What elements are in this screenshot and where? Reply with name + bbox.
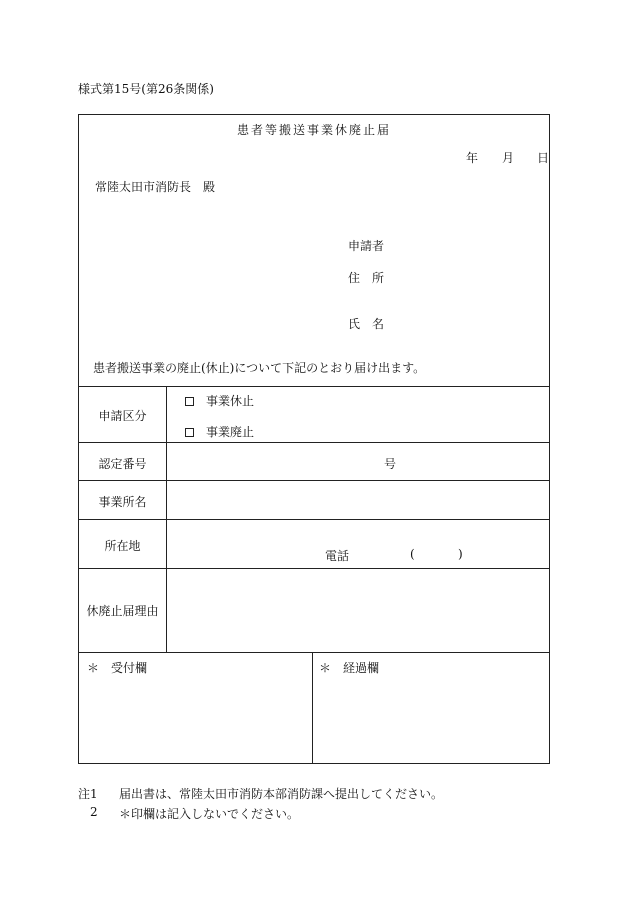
reception-label: ＊ 受付欄 <box>87 661 148 675</box>
reason-label: 休廃止届理由 <box>86 604 159 618</box>
progress-label: ＊ 経過欄 <box>319 661 380 675</box>
option-abolish[interactable] <box>185 423 254 440</box>
note-2-number: 2 <box>90 805 98 819</box>
location-label: 所在地 <box>104 539 141 553</box>
date-day: 日 <box>537 151 550 165</box>
phone-paren-close: ) <box>458 547 463 561</box>
form-box <box>78 114 550 764</box>
column-divider <box>312 652 313 763</box>
business-name-label: 事業所名 <box>98 495 147 509</box>
row-divider <box>79 568 549 569</box>
date-month: 月 <box>502 151 515 165</box>
row-divider <box>79 480 549 481</box>
row-divider <box>79 519 549 520</box>
statement: 患者搬送事業の廃止(休止)について下記のとおり届け出ます。 <box>93 361 426 375</box>
addressee: 常陸太田市消防長 殿 <box>95 180 216 194</box>
phone-label: 電話 <box>325 549 350 563</box>
certification-number-label: 認定番号 <box>98 457 147 471</box>
application-type-label: 申請区分 <box>98 409 147 423</box>
date-year: 年 <box>466 151 479 165</box>
option-abolish-label: 事業廃止 <box>206 425 255 439</box>
checkbox-suspend[interactable] <box>185 397 194 406</box>
row-divider <box>79 652 549 653</box>
note-1-text: 届出書は、常陸太田市消防本部消防課へ提出してください。 <box>119 787 444 801</box>
name-label: 氏 名 <box>348 317 385 331</box>
phone-paren-open: ( <box>410 547 415 561</box>
checkbox-abolish[interactable] <box>185 428 194 437</box>
note-1-number: 注1 <box>78 787 98 801</box>
row-divider <box>79 386 549 387</box>
option-suspend-label: 事業休止 <box>206 394 255 408</box>
form-title: 患者等搬送事業休廃止届 <box>236 123 391 137</box>
row-divider <box>79 442 549 443</box>
applicant-label: 申請者 <box>348 239 385 253</box>
option-suspend[interactable] <box>185 392 254 409</box>
certification-number-suffix: 号 <box>384 457 397 471</box>
form-number: 様式第15号(第26条関係) <box>78 82 214 96</box>
column-divider <box>166 386 167 652</box>
note-2-text: ＊印欄は記入しないでください。 <box>119 807 300 821</box>
address-label: 住 所 <box>348 271 385 285</box>
